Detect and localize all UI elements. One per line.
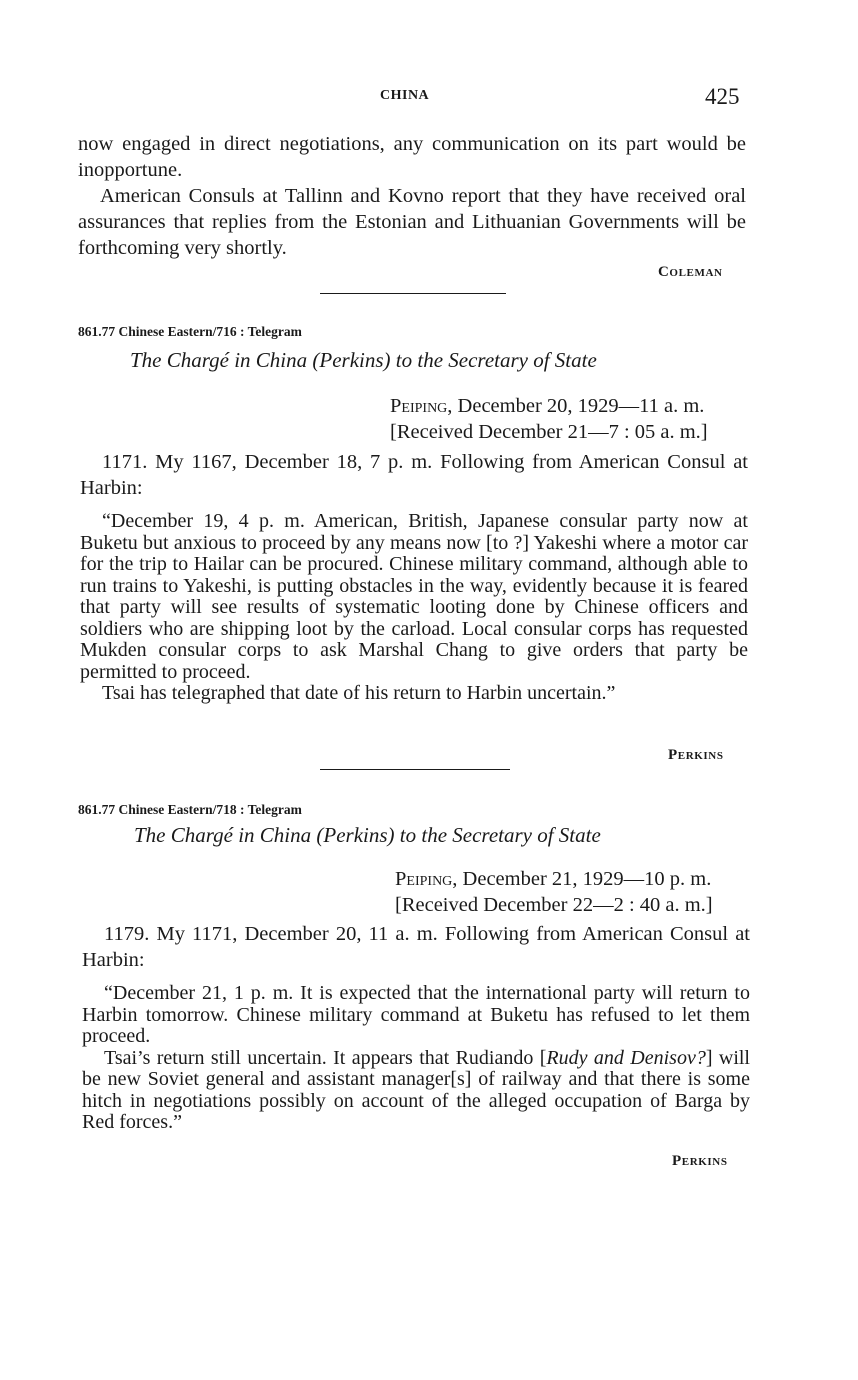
dateline — [395, 866, 755, 918]
quote-text: ] will be new Soviet general and assistant manager[s] of railway and that there is some hitch in negotiations possibly on account of the alleged occupation of Barga by Red forces.” — [82, 1046, 750, 1133]
intro-paragraph: 1179. My 1171, December 20, 11 a. m. Following from American Consul at Harbin: — [82, 923, 750, 971]
dateline-place: Peiping, — [390, 395, 453, 417]
quote-text: Tsai’s return still uncertain. It appears that Rudiando [ — [104, 1046, 547, 1069]
continuation-paragraph: now engaged in direct negotiations, any communication on its part would be inopportune. — [78, 133, 746, 181]
signature-perkins: Perkins — [672, 1153, 728, 1169]
section-divider — [320, 293, 506, 294]
section-divider — [320, 769, 510, 770]
telegram-intro — [82, 921, 750, 973]
title-name: Perkins — [323, 823, 388, 847]
title-text: The Chargé in China ( — [130, 348, 320, 372]
signature-coleman: Coleman — [658, 264, 723, 280]
dateline-place: Peiping, — [395, 868, 458, 890]
continuation-text — [78, 131, 746, 261]
signature-perkins: Perkins — [668, 747, 724, 763]
title-text: ) to the Secretary of State — [387, 823, 601, 847]
dateline — [390, 393, 750, 445]
received-line: [Received December 22—2 : 40 a. m.] — [395, 894, 713, 916]
title-text: ) to the Secretary of State — [383, 348, 597, 372]
quote-paragraph: “December 19, 4 p. m. American, British, Japanese consular party now at Buketu but anxious to proceed by any means now [to ?] Yakeshi where a motor car for the trip to Hailar can be procured. Chinese military command, although able to run trains to Yakeshi, is putting obstacles in the way, evidently because it is feared that party will see results of systematic looting done by Chinese officers and soldiers who are shipping loot by the carload. Local consular corps has requested Mukden consular corps to ask Marshal Chang to give orders that party be permitted to proceed. — [80, 510, 748, 683]
quoted-telegram — [82, 983, 750, 1134]
dateline-date: December 21, 1929—10 p. m. — [457, 868, 712, 890]
title-name: Perkins — [319, 348, 384, 372]
quoted-telegram — [80, 511, 748, 705]
dateline-date: December 20, 1929—11 a. m. — [452, 395, 705, 417]
quote-paragraph: “December 21, 1 p. m. It is expected that the international party will return to Harbin tomorrow. Chinese military command at Buketu has refused to let them proceed. — [82, 982, 750, 1047]
document-title — [130, 348, 597, 373]
file-reference: 861.77 Chinese Eastern/716 : Telegram — [78, 324, 302, 339]
intro-paragraph: 1171. My 1167, December 18, 7 p. m. Following from American Consul at Harbin: — [80, 451, 748, 499]
quote-italic-text: Rudy and Denisov? — [546, 1046, 706, 1069]
received-line: [Received December 21—7 : 05 a. m.] — [390, 421, 708, 443]
title-text: The Chargé in China ( — [134, 823, 324, 847]
running-head: CHINA — [380, 88, 430, 103]
telegram-intro — [80, 449, 748, 501]
document-title — [134, 823, 601, 848]
quote-paragraph — [82, 1048, 750, 1134]
page-number: 425 — [705, 84, 740, 109]
file-reference: 861.77 Chinese Eastern/718 : Telegram — [78, 802, 302, 817]
continuation-paragraph: American Consuls at Tallinn and Kovno report that they have received oral assurances that replies from the Estonian and Lithuanian Governments will be forthcoming very shortly. — [78, 185, 746, 259]
quote-paragraph: Tsai has telegraphed that date of his return to Harbin uncertain.” — [102, 682, 616, 704]
